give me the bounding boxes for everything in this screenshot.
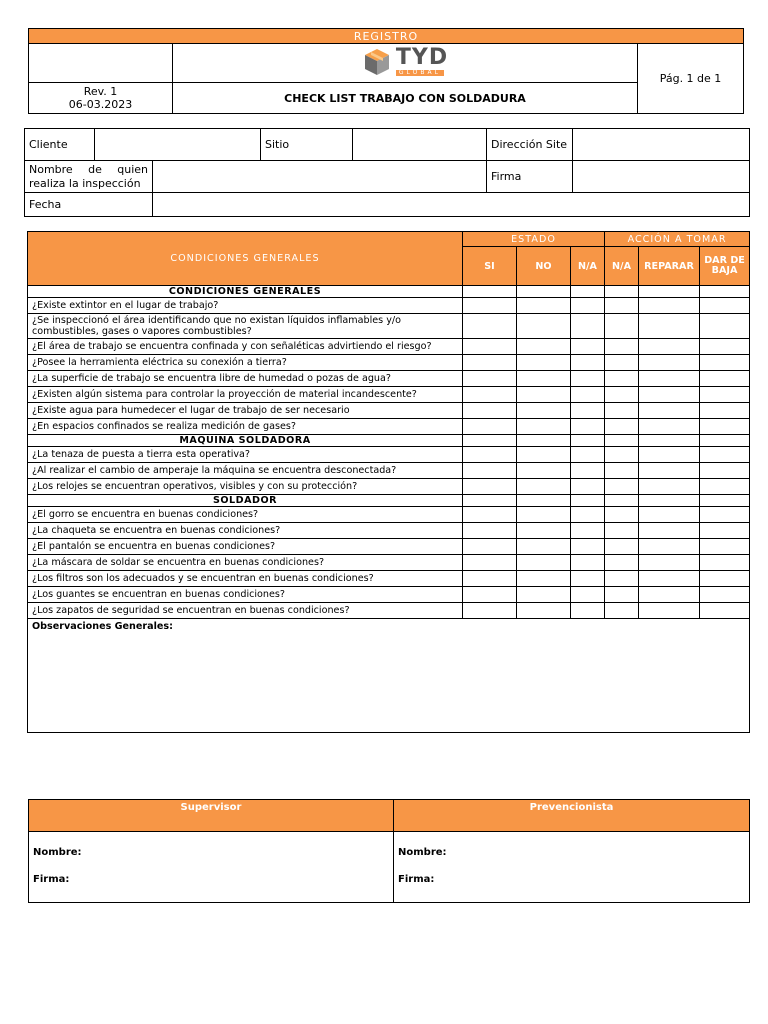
check-cell-na-accion[interactable] bbox=[605, 339, 639, 355]
question-text: ¿Existe agua para humedecer el lugar de trabajo de ser necesario bbox=[28, 403, 463, 419]
check-cell-na-accion[interactable] bbox=[605, 479, 639, 495]
check-cell-na[interactable] bbox=[571, 339, 605, 355]
prevencionista-nombre-label: Nombre: bbox=[398, 847, 447, 858]
question-text: ¿Los guantes se encuentran en buenas condiciones? bbox=[28, 587, 463, 603]
section-header: CONDICIONES GENERALES bbox=[28, 286, 463, 298]
accion-header: ACCIÓN A TOMAR bbox=[605, 232, 750, 247]
section-blank-cell bbox=[639, 286, 700, 298]
page-number: Pág. 1 de 1 bbox=[638, 44, 744, 114]
check-cell-no[interactable] bbox=[517, 555, 571, 571]
check-cell-na[interactable] bbox=[571, 298, 605, 314]
check-cell-reparar[interactable] bbox=[639, 479, 700, 495]
check-cell-na-accion[interactable] bbox=[605, 603, 639, 619]
fecha-field[interactable] bbox=[153, 193, 750, 217]
checklist-row bbox=[28, 447, 750, 463]
check-cell-na-accion[interactable] bbox=[605, 539, 639, 555]
section-blank-cell bbox=[517, 286, 571, 298]
check-cell-si[interactable] bbox=[463, 314, 517, 339]
blank-cell bbox=[29, 44, 173, 83]
check-cell-na-accion[interactable] bbox=[605, 387, 639, 403]
check-cell-reparar[interactable] bbox=[639, 371, 700, 387]
check-cell-no[interactable] bbox=[517, 587, 571, 603]
question-text: ¿El gorro se encuentra en buenas condiciones? bbox=[28, 507, 463, 523]
check-cell-si[interactable] bbox=[463, 463, 517, 479]
check-cell-dar-de-baja[interactable] bbox=[700, 355, 750, 371]
check-cell-reparar[interactable] bbox=[639, 571, 700, 587]
check-cell-reparar[interactable] bbox=[639, 387, 700, 403]
check-cell-si[interactable] bbox=[463, 298, 517, 314]
check-cell-reparar[interactable] bbox=[639, 298, 700, 314]
check-cell-na[interactable] bbox=[571, 387, 605, 403]
checklist-main-header: CONDICIONES GENERALES bbox=[28, 232, 463, 286]
section-blank-cell bbox=[463, 495, 517, 507]
logo-main-text: TYD bbox=[395, 45, 449, 70]
observaciones-label: Observaciones Generales: bbox=[32, 621, 173, 632]
check-cell-si[interactable] bbox=[463, 355, 517, 371]
firma-field[interactable] bbox=[573, 161, 750, 193]
check-cell-no[interactable] bbox=[517, 419, 571, 435]
check-cell-no[interactable] bbox=[517, 479, 571, 495]
check-cell-reparar[interactable] bbox=[639, 447, 700, 463]
check-cell-dar-de-baja[interactable] bbox=[700, 314, 750, 339]
check-cell-na[interactable] bbox=[571, 355, 605, 371]
section-header: SOLDADOR bbox=[28, 495, 463, 507]
checklist-row bbox=[28, 479, 750, 495]
check-cell-si[interactable] bbox=[463, 587, 517, 603]
section-blank-cell bbox=[639, 435, 700, 447]
check-cell-na[interactable] bbox=[571, 603, 605, 619]
check-cell-no[interactable] bbox=[517, 571, 571, 587]
signatures-table bbox=[28, 799, 750, 903]
check-cell-si[interactable] bbox=[463, 371, 517, 387]
check-cell-no[interactable] bbox=[517, 355, 571, 371]
check-cell-si[interactable] bbox=[463, 571, 517, 587]
question-text: ¿La chaqueta se encuentra en buenas condiciones? bbox=[28, 523, 463, 539]
check-cell-na[interactable] bbox=[571, 447, 605, 463]
prevencionista-header: Prevencionista bbox=[394, 800, 750, 832]
question-text: ¿Al realizar el cambio de amperaje la máquina se encuentra desconectada? bbox=[28, 463, 463, 479]
check-cell-no[interactable] bbox=[517, 339, 571, 355]
check-cell-na[interactable] bbox=[571, 314, 605, 339]
check-cell-reparar[interactable] bbox=[639, 507, 700, 523]
check-cell-na-accion[interactable] bbox=[605, 587, 639, 603]
firma-label: Firma bbox=[487, 161, 573, 193]
check-cell-si[interactable] bbox=[463, 387, 517, 403]
check-cell-na-accion[interactable] bbox=[605, 571, 639, 587]
checklist-row bbox=[28, 339, 750, 355]
check-cell-si[interactable] bbox=[463, 419, 517, 435]
supervisor-nombre-label: Nombre: bbox=[33, 847, 82, 858]
section-blank-cell bbox=[571, 495, 605, 507]
check-cell-si[interactable] bbox=[463, 507, 517, 523]
checklist-row bbox=[28, 355, 750, 371]
check-cell-na[interactable] bbox=[571, 587, 605, 603]
check-cell-no[interactable] bbox=[517, 463, 571, 479]
check-cell-si[interactable] bbox=[463, 523, 517, 539]
check-cell-no[interactable] bbox=[517, 298, 571, 314]
col-na: N/A bbox=[571, 247, 605, 286]
check-cell-na-accion[interactable] bbox=[605, 298, 639, 314]
revision-date: 06-03.2023 bbox=[68, 98, 133, 111]
section-blank-cell bbox=[517, 495, 571, 507]
check-cell-no[interactable] bbox=[517, 371, 571, 387]
section-blank-cell bbox=[700, 435, 750, 447]
col-si: SI bbox=[463, 247, 517, 286]
supervisor-sign-area[interactable] bbox=[29, 832, 394, 903]
check-cell-dar-de-baja[interactable] bbox=[700, 603, 750, 619]
supervisor-firma-label: Firma: bbox=[33, 874, 70, 885]
logo bbox=[173, 44, 638, 83]
check-cell-no[interactable] bbox=[517, 603, 571, 619]
check-cell-dar-de-baja[interactable] bbox=[700, 507, 750, 523]
check-cell-si[interactable] bbox=[463, 339, 517, 355]
sitio-label: Sitio bbox=[261, 129, 353, 161]
observaciones-field[interactable] bbox=[28, 619, 750, 733]
check-cell-na-accion[interactable] bbox=[605, 403, 639, 419]
section-blank-cell bbox=[605, 495, 639, 507]
direccion-label: Dirección Site bbox=[487, 129, 573, 161]
checklist-row bbox=[28, 371, 750, 387]
question-text: ¿Existe extintor en el lugar de trabajo? bbox=[28, 298, 463, 314]
prevencionista-firma-label: Firma: bbox=[398, 874, 435, 885]
question-text: ¿En espacios confinados se realiza medición de gases? bbox=[28, 419, 463, 435]
check-cell-na[interactable] bbox=[571, 419, 605, 435]
inspector-field[interactable] bbox=[153, 161, 487, 193]
checklist-row bbox=[28, 403, 750, 419]
checklist-row bbox=[28, 587, 750, 603]
checklist-row bbox=[28, 539, 750, 555]
cliente-label: Cliente bbox=[25, 129, 95, 161]
checklist-row bbox=[28, 571, 750, 587]
check-cell-dar-de-baja[interactable] bbox=[700, 339, 750, 355]
check-cell-dar-de-baja[interactable] bbox=[700, 298, 750, 314]
checklist-table bbox=[27, 231, 750, 733]
section-blank-cell bbox=[700, 495, 750, 507]
check-cell-na-accion[interactable] bbox=[605, 555, 639, 571]
check-cell-no[interactable] bbox=[517, 447, 571, 463]
check-cell-no[interactable] bbox=[517, 403, 571, 419]
check-cell-dar-de-baja[interactable] bbox=[700, 539, 750, 555]
sitio-field[interactable] bbox=[353, 129, 487, 161]
checklist-row bbox=[28, 387, 750, 403]
supervisor-header: Supervisor bbox=[29, 800, 394, 832]
check-cell-reparar[interactable] bbox=[639, 555, 700, 571]
check-cell-na-accion[interactable] bbox=[605, 314, 639, 339]
check-cell-na-accion[interactable] bbox=[605, 463, 639, 479]
revision-cell bbox=[29, 83, 173, 114]
section-blank-cell bbox=[571, 435, 605, 447]
section-header: MAQUINA SOLDADORA bbox=[28, 435, 463, 447]
cube-logo-icon bbox=[362, 47, 392, 77]
check-cell-reparar[interactable] bbox=[639, 403, 700, 419]
document-title: CHECK LIST TRABAJO CON SOLDADURA bbox=[173, 83, 638, 114]
check-cell-no[interactable] bbox=[517, 314, 571, 339]
check-cell-dar-de-baja[interactable] bbox=[700, 523, 750, 539]
section-blank-cell bbox=[571, 286, 605, 298]
check-cell-reparar[interactable] bbox=[639, 355, 700, 371]
question-text: ¿Posee la herramienta eléctrica su conexión a tierra? bbox=[28, 355, 463, 371]
check-cell-na[interactable] bbox=[571, 403, 605, 419]
check-cell-si[interactable] bbox=[463, 403, 517, 419]
check-cell-dar-de-baja[interactable] bbox=[700, 403, 750, 419]
check-cell-reparar[interactable] bbox=[639, 463, 700, 479]
header-table bbox=[28, 28, 744, 114]
check-cell-na-accion[interactable] bbox=[605, 371, 639, 387]
question-text: ¿Los zapatos de seguridad se encuentran en buenas condiciones? bbox=[28, 603, 463, 619]
question-text: ¿Se inspeccionó el área identificando que no existan líquidos inflamables y/o combustibles, gases o vapores combustibles? bbox=[28, 314, 463, 339]
section-blank-cell bbox=[639, 495, 700, 507]
check-cell-reparar[interactable] bbox=[639, 603, 700, 619]
checklist-row bbox=[28, 463, 750, 479]
logo-sub-text: GLOBAL bbox=[396, 70, 444, 76]
check-cell-na[interactable] bbox=[571, 371, 605, 387]
question-text: ¿La tenaza de puesta a tierra esta operativa? bbox=[28, 447, 463, 463]
check-cell-dar-de-baja[interactable] bbox=[700, 479, 750, 495]
question-text: ¿El pantalón se encuentra en buenas condiciones? bbox=[28, 539, 463, 555]
check-cell-si[interactable] bbox=[463, 603, 517, 619]
col-dar-de-baja: DAR DE BAJA bbox=[700, 247, 750, 286]
check-cell-na[interactable] bbox=[571, 507, 605, 523]
prevencionista-sign-area[interactable] bbox=[394, 832, 750, 903]
direccion-field[interactable] bbox=[573, 129, 750, 161]
check-cell-dar-de-baja[interactable] bbox=[700, 419, 750, 435]
col-reparar: REPARAR bbox=[639, 247, 700, 286]
fecha-label: Fecha bbox=[25, 193, 153, 217]
section-blank-cell bbox=[605, 435, 639, 447]
section-blank-cell bbox=[605, 286, 639, 298]
section-blank-cell bbox=[517, 435, 571, 447]
check-cell-no[interactable] bbox=[517, 523, 571, 539]
check-cell-dar-de-baja[interactable] bbox=[700, 555, 750, 571]
question-text: ¿El área de trabajo se encuentra confinada y con señaléticas advirtiendo el riesgo? bbox=[28, 339, 463, 355]
check-cell-si[interactable] bbox=[463, 479, 517, 495]
question-text: ¿Existen algún sistema para controlar la proyección de material incandescente? bbox=[28, 387, 463, 403]
check-cell-no[interactable] bbox=[517, 507, 571, 523]
checklist-row bbox=[28, 419, 750, 435]
col-no: NO bbox=[517, 247, 571, 286]
check-cell-si[interactable] bbox=[463, 555, 517, 571]
check-cell-no[interactable] bbox=[517, 539, 571, 555]
question-text: ¿La superficie de trabajo se encuentra libre de humedad o pozas de agua? bbox=[28, 371, 463, 387]
checklist-body bbox=[28, 286, 750, 619]
check-cell-na-accion[interactable] bbox=[605, 447, 639, 463]
question-text: ¿Los relojes se encuentran operativos, visibles y con su protección? bbox=[28, 479, 463, 495]
col-na-accion: N/A bbox=[605, 247, 639, 286]
revision: Rev. 1 bbox=[83, 85, 118, 98]
cliente-field[interactable] bbox=[95, 129, 261, 161]
check-cell-dar-de-baja[interactable] bbox=[700, 571, 750, 587]
check-cell-reparar[interactable] bbox=[639, 523, 700, 539]
check-cell-no[interactable] bbox=[517, 387, 571, 403]
check-cell-si[interactable] bbox=[463, 539, 517, 555]
check-cell-dar-de-baja[interactable] bbox=[700, 387, 750, 403]
check-cell-dar-de-baja[interactable] bbox=[700, 463, 750, 479]
checklist-row bbox=[28, 523, 750, 539]
check-cell-na-accion[interactable] bbox=[605, 355, 639, 371]
question-text: ¿La máscara de soldar se encuentra en buenas condiciones? bbox=[28, 555, 463, 571]
inspector-label: Nombre de quien realiza la inspección bbox=[25, 161, 153, 193]
check-cell-dar-de-baja[interactable] bbox=[700, 447, 750, 463]
check-cell-na[interactable] bbox=[571, 539, 605, 555]
check-cell-na-accion[interactable] bbox=[605, 507, 639, 523]
check-cell-reparar[interactable] bbox=[639, 419, 700, 435]
check-cell-na[interactable] bbox=[571, 479, 605, 495]
checklist-row bbox=[28, 314, 750, 339]
check-cell-na-accion[interactable] bbox=[605, 419, 639, 435]
registro-label: REGISTRO bbox=[29, 29, 744, 44]
estado-header: ESTADO bbox=[463, 232, 605, 247]
check-cell-dar-de-baja[interactable] bbox=[700, 371, 750, 387]
section-blank-cell bbox=[463, 286, 517, 298]
check-cell-na[interactable] bbox=[571, 523, 605, 539]
checklist-row bbox=[28, 603, 750, 619]
check-cell-reparar[interactable] bbox=[639, 539, 700, 555]
checklist-row bbox=[28, 507, 750, 523]
check-cell-reparar[interactable] bbox=[639, 314, 700, 339]
check-cell-si[interactable] bbox=[463, 447, 517, 463]
section-blank-cell bbox=[463, 435, 517, 447]
checklist-row bbox=[28, 555, 750, 571]
checklist-row bbox=[28, 298, 750, 314]
check-cell-dar-de-baja[interactable] bbox=[700, 587, 750, 603]
check-cell-reparar[interactable] bbox=[639, 339, 700, 355]
check-cell-na[interactable] bbox=[571, 463, 605, 479]
question-text: ¿Los filtros son los adecuados y se encuentran en buenas condiciones? bbox=[28, 571, 463, 587]
check-cell-reparar[interactable] bbox=[639, 587, 700, 603]
check-cell-na[interactable] bbox=[571, 555, 605, 571]
section-blank-cell bbox=[700, 286, 750, 298]
check-cell-na-accion[interactable] bbox=[605, 523, 639, 539]
check-cell-na[interactable] bbox=[571, 571, 605, 587]
client-info-table bbox=[24, 128, 750, 217]
